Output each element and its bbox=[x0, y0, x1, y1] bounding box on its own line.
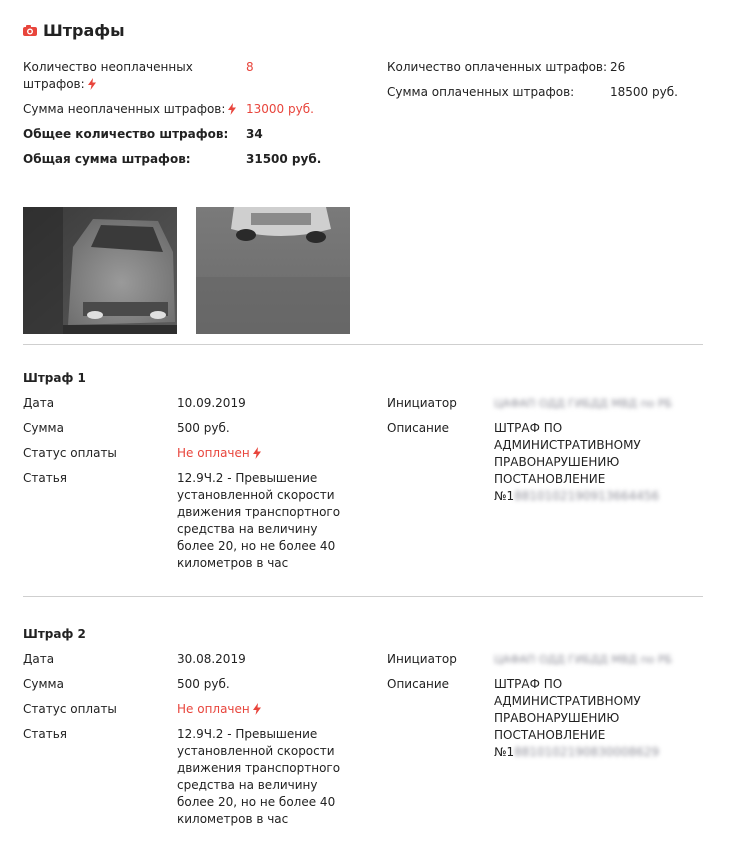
fine-date: 30.08.2019 bbox=[177, 652, 246, 666]
lightning-icon bbox=[253, 447, 261, 459]
paid-sum-value: 18500 руб. bbox=[610, 85, 678, 99]
fine-initiator-label: Инициатор bbox=[387, 652, 457, 666]
paid-count-value: 26 bbox=[610, 60, 626, 74]
fine-description: ШТРАФ ПО АДМИНИСТРАТИВНОМУ ПРАВОНАРУШЕНИЮ ПОСТАНОВЛЕНИЕ №18810102190830008629 bbox=[494, 677, 660, 759]
fine-article: 12.9Ч.2 - Превышение установленной скорости движения транспортного средства на величину более 20, но не более 40 километров в час bbox=[177, 471, 341, 570]
fine-initiator: ЦАФАП ОДД ГИБДД МВД по РБ bbox=[494, 397, 673, 410]
lightning-icon bbox=[253, 703, 261, 715]
fine-status-label: Статус оплаты bbox=[23, 702, 117, 716]
total-count-label: Общее количество штрафов: bbox=[23, 127, 229, 141]
divider bbox=[23, 596, 703, 597]
fine-status: Не оплачен bbox=[177, 701, 261, 718]
divider bbox=[23, 344, 703, 345]
fine-heading: Штраф 2 bbox=[23, 627, 86, 641]
fine-initiator-label: Инициатор bbox=[387, 396, 457, 410]
fine-article: 12.9Ч.2 - Превышение установленной скорости движения транспортного средства на величину более 20, но не более 40 километров в час bbox=[177, 727, 341, 826]
fine-sum: 500 руб. bbox=[177, 677, 230, 691]
fine-sum-label: Сумма bbox=[23, 421, 64, 435]
fine-description: ШТРАФ ПО АДМИНИСТРАТИВНОМУ ПРАВОНАРУШЕНИЮ ПОСТАНОВЛЕНИЕ №18810102190913664456 bbox=[494, 421, 660, 503]
camera-photo[interactable] bbox=[23, 207, 177, 334]
fine-date-label: Дата bbox=[23, 396, 55, 410]
fine-initiator: ЦАФАП ОДД ГИБДД МВД по РБ bbox=[494, 653, 673, 666]
fine-description-label: Описание bbox=[387, 421, 450, 435]
resolution-number: 8810102190830008629 bbox=[514, 745, 660, 759]
fine-date-label: Дата bbox=[23, 652, 55, 666]
total-sum-label: Общая сумма штрафов: bbox=[23, 152, 191, 166]
fine-description-label: Описание bbox=[387, 677, 450, 691]
fine-article-label: Статья bbox=[23, 727, 68, 741]
fine-sum: 500 руб. bbox=[177, 421, 230, 435]
unpaid-sum-value: 13000 руб. bbox=[246, 102, 314, 116]
unpaid-count-label: Количество неоплаченных штрафов: bbox=[23, 60, 193, 91]
page-title: Штрафы bbox=[43, 21, 125, 40]
page-title-block bbox=[23, 20, 125, 42]
unpaid-count-value: 8 bbox=[246, 60, 254, 74]
fine-sum-label: Сумма bbox=[23, 677, 64, 691]
paid-count-label: Количество оплаченных штрафов: bbox=[387, 60, 608, 74]
unpaid-sum-label: Сумма неоплаченных штрафов: bbox=[23, 101, 236, 118]
fine-date: 10.09.2019 bbox=[177, 396, 246, 410]
camera-icon bbox=[23, 25, 37, 37]
paid-sum-label: Сумма оплаченных штрафов: bbox=[387, 85, 575, 99]
lightning-icon bbox=[88, 78, 96, 90]
fine-status-label: Статус оплаты bbox=[23, 446, 117, 460]
fine-article-label: Статья bbox=[23, 471, 68, 485]
total-sum-value: 31500 руб. bbox=[246, 152, 322, 166]
camera-photo[interactable] bbox=[196, 207, 350, 334]
fine-status: Не оплачен bbox=[177, 445, 261, 462]
fine-heading: Штраф 1 bbox=[23, 371, 86, 385]
lightning-icon bbox=[228, 103, 236, 115]
total-count-value: 34 bbox=[246, 127, 263, 141]
resolution-number: 8810102190913664456 bbox=[514, 489, 660, 503]
